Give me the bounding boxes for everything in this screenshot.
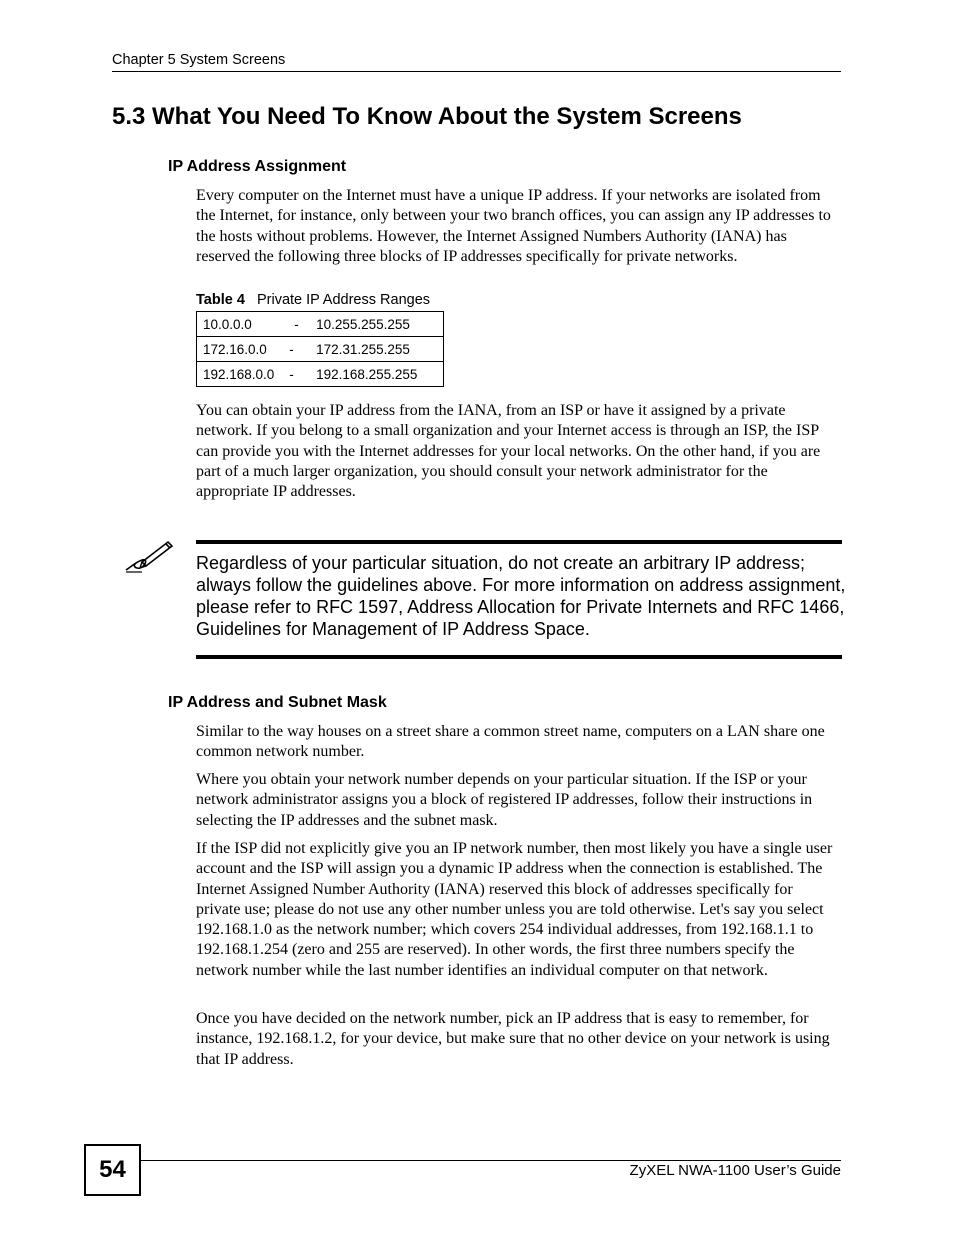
subnet-paragraph-2: Where you obtain your network number depends on your particular situation. If the ISP or your network administrator assigns you a block of registered IP addresses, follow their instructions in selecting the IP addresses and the subnet mask. [196,771,813,829]
page-number: 54 [84,1144,141,1196]
table-row [197,362,444,387]
range-end: 172.31.255.255 [316,337,443,362]
range-end: 10.255.255.255 [316,312,443,337]
table-caption [196,292,430,308]
chapter-header: Chapter 5 System Screens [112,52,286,68]
range-start: 192.168.0.0 [197,362,290,387]
footer-rule [141,1160,841,1161]
ip-assignment-paragraph-2: You can obtain your IP address from the IANA, from an ISP or have it assigned by a private network. If you belong to a small organization and your Internet access is through an ISP, the ISP can provide you with the Internet addresses for your local networks. On the other hand, if you are part of a much larger organization, you should consult your network administrator for the appropriate IP addresses. [196,402,821,501]
subnet-paragraph-1: Similar to the way houses on a street share a common street name, computers on a LAN share one common network number. [196,723,825,761]
table-row [197,337,444,362]
pen-note-icon [122,536,176,576]
range-end: 192.168.255.255 [316,362,443,387]
range-separator: - [289,362,316,387]
range-start: 172.16.0.0 [197,337,290,362]
subnet-paragraph-3: If the ISP did not explicitly give you an IP network number, then most likely you have a single user account and the ISP will assign you a dynamic IP address when the connection is established. The Internet Assigned Number Authority (IANA) reserved this block of addresses specifically for private use; please do not use any other number unless you are told otherwise. Let's say you select 192.168.1.0 as the network number; which covers 254 individual addresses, from 192.168.1.1 to 192.168.1.254 (zero and 255 are reserved). In other words, the first three numbers specify the network number while the last number identifies an individual computer on that network. [196,840,833,979]
private-ip-range-table [196,311,444,387]
note-text: Regardless of your particular situation, do not create an arbitrary IP address; always follow the guidelines above. For more information on address assignment, please refer to RFC 1597, Address Allocation for Private Internets and RFC 1466, Guidelines for Management of IP Address Space. [196,553,846,639]
range-start: 10.0.0.0 [197,312,290,337]
subnet-paragraph-4: Once you have decided on the network number, pick an IP address that is easy to remember, for instance, 192.168.1.2, for your device, but make sure that no other device on your network is using that IP address. [196,1010,830,1068]
footer-guide-title: ZyXEL NWA-1100 User’s Guide [629,1162,841,1179]
note-top-rule [196,540,842,544]
range-separator: - [289,337,316,362]
table-caption-text: Private IP Address Ranges [256,292,431,308]
section-title: 5.3 What You Need To Know About the System Screens [112,103,742,130]
table-row [197,312,444,337]
range-separator: - [289,312,316,337]
subnet-heading: IP Address and Subnet Mask [168,694,387,711]
ip-assignment-paragraph-1: Every computer on the Internet must have a unique IP address. If your networks are isolated from the Internet, for instance, only between your two branch offices, you can assign any IP addresses to the hosts without problems. However, the Internet Assigned Numbers Authority (IANA) has reserved the following three blocks of IP addresses specifically for private networks. [196,187,831,265]
ip-assignment-heading: IP Address Assignment [168,158,347,175]
table-caption-label: Table 4 [196,292,245,308]
note-bottom-rule [196,655,842,659]
header-rule [112,71,841,72]
